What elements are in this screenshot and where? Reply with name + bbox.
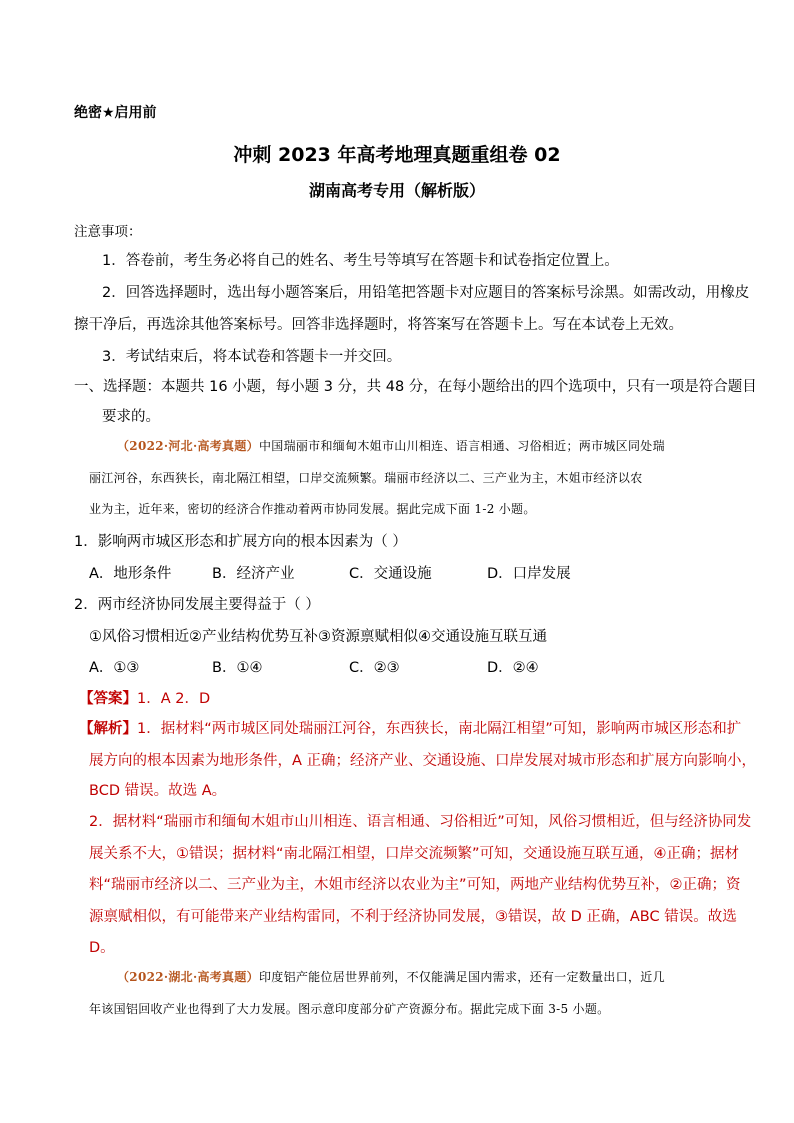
analysis-p2-line3: 料“瑞丽市经济以二、三产业为主，木姐市经济以农业为主”可知，两地产业结构优势互补，②正确；资 [89,877,741,893]
analysis-p1-line1: 【解析】1．据材料“两市城区同处瑞丽江河谷，东西狭长，南北隔江相望”可知，影响两市城区形态和扩 [79,721,742,737]
passage2-line2: 年该国铝回收产业也得到了大力发展。图示意印度部分矿产资源分布。据此完成下面 3-5 小题。 [89,1002,610,1016]
q1-option-b: B．经济产业 [212,566,295,582]
answer-tag: 【答案】 [79,691,137,707]
passage1-source: （2022·河北·高考真题） [117,439,259,453]
note-item-1: 1．答卷前，考生务必将自己的姓名、考生号等填写在答题卡和试卷指定位置上。 [102,253,619,269]
analysis-p2-line4: 源禀赋相似，有可能带来产业结构雷同，不利于经济协同发展，③错误，故 D 正确，ABC 错误。故选 [89,909,737,925]
note-item-2-line1: 2．回答选择题时，选出每小题答案后，用铅笔把答题卡对应题目的答案标号涂黑。如需改动，用橡皮 [102,285,750,301]
notes-heading: 注意事项： [74,224,142,240]
analysis-p2-line2: 展关系不大，①错误；据材料“南北隔江相望，口岸交流频繁”可知，交通设施互联互通，④正确；据材 [89,846,740,862]
passage1-line1: （2022·河北·高考真题）中国瑞丽市和缅甸木姐市山川相连、语言相通、习俗相近；两市城区同处瑞 [117,439,665,453]
note-item-3: 3．考试结束后，将本试卷和答题卡一并交回。 [102,349,402,365]
confidential-label: 绝密★启用前 [74,105,157,121]
q2-option-c: C．②③ [349,660,400,676]
analysis-tag: 【解析】 [79,721,137,737]
q2-option-a: A．①③ [89,660,140,676]
q1-option-a: A．地形条件 [89,566,172,582]
answer-text: 1．A 2．D [137,691,211,707]
q2-option-d: D．②④ [487,660,539,676]
analysis-p2-line1: 2．据材料“瑞丽市和缅甸木姐市山川相连、语言相通、习俗相近”可知，风俗习惯相近，但与经济协同发 [89,814,752,830]
q1-option-c: C．交通设施 [349,566,432,582]
q2-items: ①风俗习惯相近②产业结构优势互补③资源禀赋相似④交通设施互联互通 [89,629,547,645]
passage2-line1: （2022·湖北·高考真题）印度铝产能位居世界前列，不仅能满足国内需求，还有一定数量出口，近几 [117,970,665,984]
passage1-line3: 业为主，近年来，密切的经济合作推动着两市协同发展。据此完成下面 1-2 小题。 [89,502,536,516]
note-item-2-line2: 擦干净后，再选涂其他答案标号。回答非选择题时，将答案写在答题卡上。写在本试卷上无效。 [74,317,683,333]
q1-option-d: D．口岸发展 [487,566,571,582]
q1-stem: 1．影响两市城区形态和扩展方向的根本因素为（ ） [74,534,407,550]
q2-option-b: B．①④ [212,660,263,676]
section-heading-line2: 要求的。 [102,409,160,425]
page-title: 冲刺 2023 年高考地理真题重组卷 02 [233,144,561,166]
analysis-p1-line2: 展方向的根本因素为地形条件，A 正确；经济产业、交通设施、口岸发展对城市形态和扩展方向影响小， [89,753,757,769]
passage1-line2: 丽江河谷，东西狭长，南北隔江相望，口岸交流频繁。瑞丽市经济以二、三产业为主，木姐市经济以农 [89,471,643,485]
section-heading-line1: 一、选择题：本题共 16 小题，每小题 3 分，共 48 分，在每小题给出的四个选项中，只有一项是符合题目 [74,379,757,395]
answer-line [79,687,210,708]
passage2-source: （2022·湖北·高考真题） [117,970,259,984]
q2-stem: 2．两市经济协同发展主要得益于（ ） [74,597,320,613]
analysis-p1-line3: BCD 错误。故选 A。 [89,783,227,799]
analysis-p2-line5: D。 [89,940,115,956]
page-subtitle: 湖南高考专用（解析版） [308,181,485,200]
